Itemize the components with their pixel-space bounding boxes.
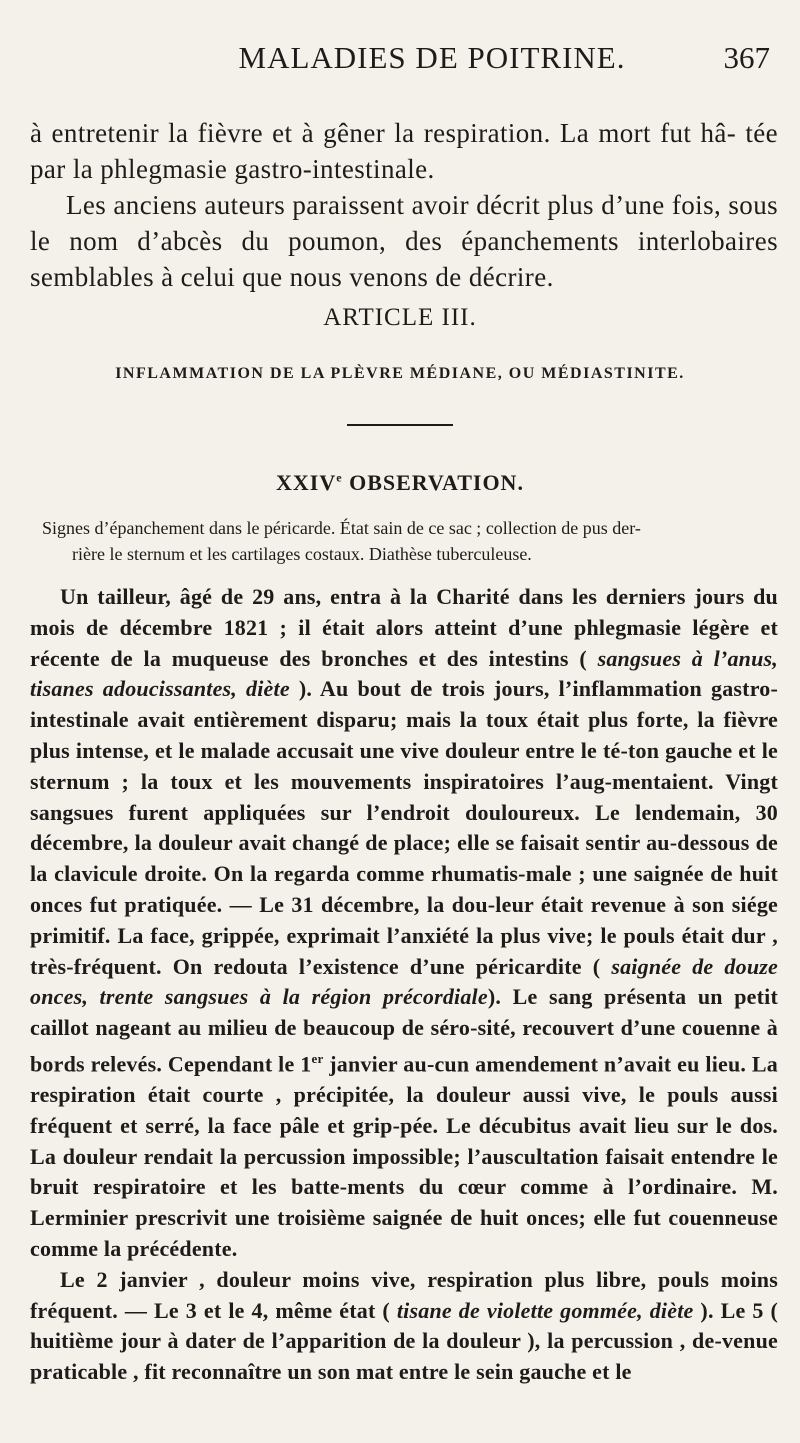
intro-line: Les anciens auteurs paraissent avoir décrit plus d’une fois, xyxy=(66,190,722,220)
intro-line: sous le nom d’abcès du poumon, des épanchements interlobaires xyxy=(30,190,779,256)
observation-summary xyxy=(42,515,778,567)
ordinal-superscript: er xyxy=(311,1050,324,1066)
observation-number-suffix: e xyxy=(336,470,343,485)
running-head xyxy=(94,40,770,80)
observation-title xyxy=(0,470,800,496)
case-text: ). Au bout de trois jours, l’inflammation gastro-intestinale avait entièrement disparu; mais la toux était plus forte, la fièvre plus intense, et le malade accusait une vive douleur entre le té-ton gauche et le sternum ; la toux et les mouvements inspiratoires l’aug-mentaient. Vingt sangsues furent appliquées sur l’endroit douloureux. Le lendemain, 30 décembre, la douleur avait changé de place; elle se faisait sentir au-dessous de la clavicule droite. On la regarda comme rhumatis-male ; une saignée de huit onces fut pratiquée. — Le 31 décembre, la dou-leur était revenue à son siége primitif. La face, grippée, exprimait l’anxiété la plus vive; le pouls était dur , très-fréquent. On redouta l’existence d’une péricardite ( xyxy=(30,676,778,979)
summary-line: Signes d’épanchement dans le péricarde. État sain de ce sac ; collection de pus der- xyxy=(42,518,641,538)
treatment-italic: saignée de douze onces, trente sangsues à la région précordiale xyxy=(30,953,778,1010)
article-subtitle: INFLAMMATION DE LA PLÈVRE MÉDIANE, OU MÉDIASTINITE. xyxy=(115,365,685,382)
case-text: Un tailleur, âgé de 29 ans, entra à la Charité dans les derniers jours du mois de décembre 1821 ; il était alors atteint d’une phlegmasie légère et récente de la muqueuse des bronches et des intestins ( xyxy=(30,584,778,671)
case-body xyxy=(30,582,778,1388)
observation-number: XXIV xyxy=(276,470,337,495)
treatment-italic: sangsues à l’anus, tisanes adoucissantes, diète xyxy=(30,645,779,702)
intro-line: à entretenir la fièvre et à gêner la respiration. La mort fut hâ- xyxy=(30,118,737,148)
case-text: ). Le sang présenta un petit caillot nageant au milieu de beaucoup de séro-sité, recouvert d’une couenne à bords relevés. Cependant le 1 xyxy=(30,984,778,1077)
summary-line: rière le sternum et les cartilages costaux. Diathèse tuberculeuse. xyxy=(72,544,532,564)
treatment-italic: tisane de violette gommée, diète xyxy=(396,1297,694,1323)
observation-label: OBSERVATION. xyxy=(349,470,524,495)
intro-line: tée par la phlegmasie gastro-intestinale. xyxy=(30,118,778,184)
section-divider xyxy=(347,424,453,426)
page-number: 367 xyxy=(723,40,770,75)
running-title: MALADIES DE POITRINE. xyxy=(238,40,626,75)
intro-line: semblables à celui que nous venons de décrire. xyxy=(30,262,554,292)
case-text: janvier au-cun amendement n’avait eu lieu. La respiration était courte , précipitée, la douleur aussi vive, le pouls aussi fréquent et serré, la face pâle et grip-pée. Le décubitus avait lieu sur le dos. La douleur rendait la percussion impossible; l’auscultation faisait entendre le bruit respiratoire et les batte-ments du cœur comme à l’ordinaire. M. Lerminier prescrivit une troisième saignée de huit onces; elle fut couenneuse comme la précédente. xyxy=(30,1051,778,1262)
intro-paragraph xyxy=(30,115,778,295)
case-text: ). Le 5 ( huitième jour à dater de l’apparition de la douleur ), la percussion , de-venue praticable , fit reconnaître un son mat entre le sein gauche et le xyxy=(30,1297,779,1385)
case-text: Le 2 janvier , douleur moins vive, respiration plus libre, pouls moins fréquent. — Le 3 et le 4, même état ( xyxy=(30,1266,778,1323)
article-title: ARTICLE III. xyxy=(323,304,477,331)
